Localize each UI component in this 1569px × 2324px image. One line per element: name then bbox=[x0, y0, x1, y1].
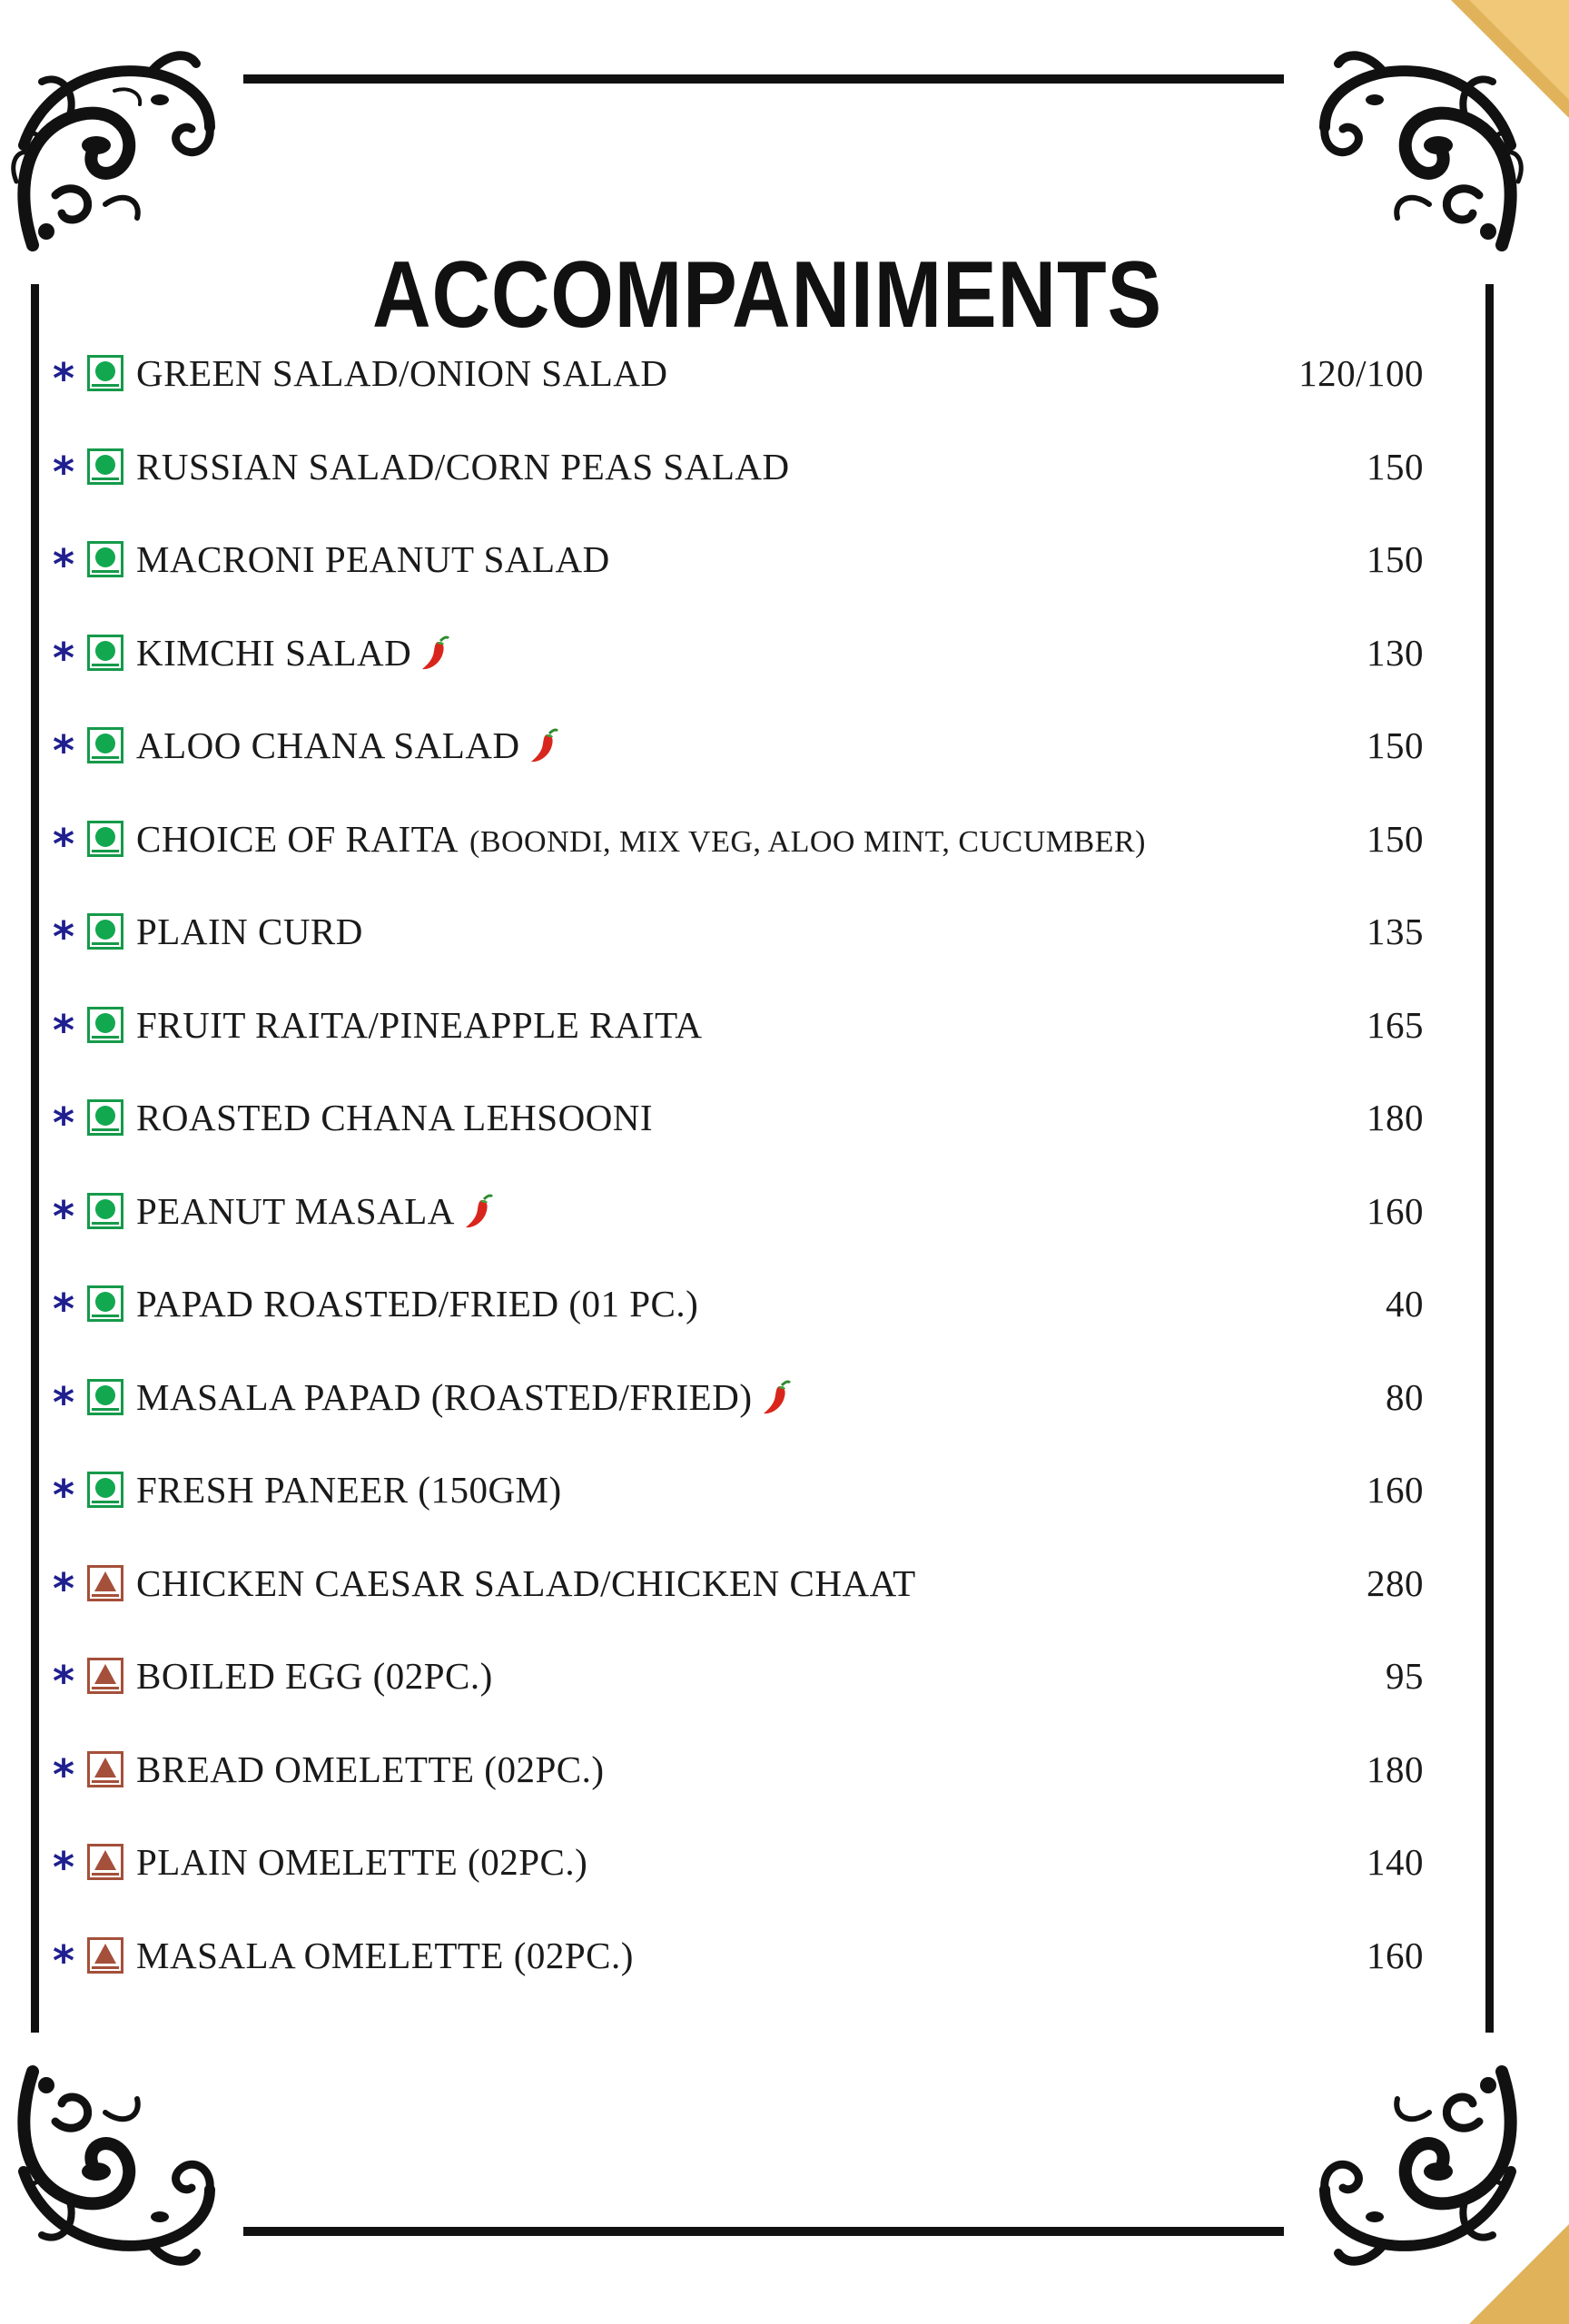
item-name-label: PLAIN OMELETTE (02PC.) bbox=[136, 1841, 588, 1884]
star-icon: * bbox=[53, 354, 75, 404]
menu-item bbox=[53, 606, 1424, 700]
item-name-label: RUSSIAN SALAD/CORN PEAS SALAD bbox=[136, 445, 790, 487]
non-veg-symbol-icon bbox=[87, 1751, 123, 1787]
item-name bbox=[136, 1003, 702, 1047]
item-price: 150 bbox=[1367, 538, 1424, 581]
item-price: 120/100 bbox=[1298, 352, 1424, 395]
menu-item bbox=[53, 513, 1424, 606]
chili-pepper-icon bbox=[526, 726, 560, 764]
item-name bbox=[136, 1282, 698, 1325]
item-price: 140 bbox=[1367, 1841, 1424, 1884]
star-icon: * bbox=[53, 726, 75, 776]
item-name bbox=[136, 1748, 605, 1791]
item-name bbox=[136, 351, 667, 395]
non-veg-symbol-icon bbox=[87, 1937, 123, 1974]
veg-symbol-icon bbox=[87, 727, 123, 763]
menu-item bbox=[53, 327, 1424, 420]
item-name-label: MACRONI PEANUT SALAD bbox=[136, 538, 610, 581]
veg-symbol-icon bbox=[87, 1193, 123, 1229]
item-name-label: MASALA PAPAD (ROASTED/FRIED) bbox=[136, 1375, 753, 1418]
item-price: 95 bbox=[1386, 1655, 1424, 1698]
veg-symbol-icon bbox=[87, 448, 123, 485]
item-name-label: GREEN SALAD/ONION SALAD bbox=[136, 352, 668, 395]
scroll-ornament-icon bbox=[5, 36, 223, 254]
menu-item bbox=[53, 699, 1424, 793]
star-icon: * bbox=[53, 1749, 75, 1799]
item-name bbox=[136, 910, 363, 953]
item-price: 150 bbox=[1367, 445, 1424, 487]
star-icon: * bbox=[53, 1563, 75, 1613]
veg-symbol-icon bbox=[87, 355, 123, 391]
menu-list bbox=[53, 327, 1424, 2002]
menu-item bbox=[53, 420, 1424, 514]
item-name bbox=[136, 1840, 587, 1884]
item-name-label: ROASTED CHANA LEHSOONI bbox=[136, 1097, 654, 1139]
item-price: 80 bbox=[1386, 1375, 1424, 1418]
item-name bbox=[136, 1096, 653, 1139]
item-name-label: BREAD OMELETTE (02PC.) bbox=[136, 1748, 605, 1790]
star-icon: * bbox=[53, 1377, 75, 1427]
item-name-label: KIMCHI SALAD bbox=[136, 631, 412, 674]
non-veg-symbol-icon bbox=[87, 1565, 123, 1601]
item-name-label: BOILED EGG (02PC.) bbox=[136, 1655, 493, 1698]
item-price: 165 bbox=[1367, 1003, 1424, 1046]
star-icon: * bbox=[53, 819, 75, 869]
item-name-label: MASALA OMELETTE (02PC.) bbox=[136, 1934, 634, 1976]
frame-bottom-line bbox=[243, 2227, 1284, 2236]
frame-top-line bbox=[243, 74, 1284, 84]
item-name-label: PAPAD ROASTED/FRIED (01 PC.) bbox=[136, 1283, 699, 1325]
star-icon: * bbox=[53, 1285, 75, 1334]
item-name bbox=[136, 537, 610, 581]
item-name bbox=[136, 1468, 562, 1512]
item-price: 180 bbox=[1367, 1097, 1424, 1139]
item-name-label: PEANUT MASALA bbox=[136, 1189, 455, 1232]
menu-item bbox=[53, 1537, 1424, 1630]
star-icon: * bbox=[53, 1657, 75, 1707]
item-name-label: CHICKEN CAESAR SALAD/CHICKEN CHAAT bbox=[136, 1561, 916, 1604]
item-price: 160 bbox=[1367, 1189, 1424, 1232]
menu-item bbox=[53, 793, 1424, 886]
item-price: 135 bbox=[1367, 911, 1424, 953]
non-veg-symbol-icon bbox=[87, 1658, 123, 1694]
item-name-label: PLAIN CURD bbox=[136, 911, 363, 953]
menu-item bbox=[53, 1816, 1424, 1909]
menu-item bbox=[53, 1909, 1424, 2003]
scroll-ornament-icon bbox=[1311, 2063, 1529, 2280]
item-name bbox=[136, 1561, 916, 1605]
star-icon: * bbox=[53, 1098, 75, 1148]
item-name bbox=[136, 1934, 634, 1977]
menu-item bbox=[53, 1630, 1424, 1723]
menu-item bbox=[53, 885, 1424, 979]
star-icon: * bbox=[53, 912, 75, 962]
veg-symbol-icon bbox=[87, 1472, 123, 1508]
item-name-label: CHOICE OF RAITA bbox=[136, 817, 459, 860]
item-price: 40 bbox=[1386, 1283, 1424, 1325]
chili-pepper-icon bbox=[460, 1192, 495, 1230]
item-name bbox=[136, 445, 790, 488]
veg-symbol-icon bbox=[87, 635, 123, 671]
chili-pepper-icon bbox=[758, 1378, 793, 1416]
veg-symbol-icon bbox=[87, 1007, 123, 1043]
star-icon: * bbox=[53, 1471, 75, 1521]
veg-symbol-icon bbox=[87, 1379, 123, 1415]
item-price: 180 bbox=[1367, 1748, 1424, 1790]
star-icon: * bbox=[53, 1005, 75, 1055]
item-price: 150 bbox=[1367, 724, 1424, 767]
frame-left-line bbox=[31, 284, 39, 2033]
item-name bbox=[136, 1654, 493, 1698]
scroll-ornament-icon bbox=[5, 2063, 223, 2280]
menu-item bbox=[53, 1723, 1424, 1817]
item-name bbox=[136, 817, 1146, 861]
menu-item bbox=[53, 1443, 1424, 1537]
star-icon: * bbox=[53, 1843, 75, 1893]
page-title: ACCOMPANIMENTS bbox=[372, 241, 1162, 348]
veg-symbol-icon bbox=[87, 913, 123, 950]
item-name bbox=[136, 724, 560, 767]
item-name bbox=[136, 631, 451, 675]
item-price: 160 bbox=[1367, 1934, 1424, 1976]
item-name bbox=[136, 1375, 793, 1419]
star-icon: * bbox=[53, 633, 75, 683]
frame-right-line bbox=[1485, 284, 1494, 2033]
item-price: 150 bbox=[1367, 817, 1424, 860]
scroll-ornament-icon bbox=[1311, 36, 1529, 254]
star-icon: * bbox=[53, 1935, 75, 1985]
item-note: (BOONDI, MIX VEG, ALOO MINT, CUCUMBER) bbox=[469, 824, 1146, 859]
chili-pepper-icon bbox=[417, 634, 451, 672]
menu-item bbox=[53, 1165, 1424, 1258]
menu-item bbox=[53, 1351, 1424, 1444]
item-name bbox=[136, 1189, 495, 1233]
veg-symbol-icon bbox=[87, 1285, 123, 1322]
menu-item bbox=[53, 979, 1424, 1072]
veg-symbol-icon bbox=[87, 541, 123, 577]
veg-symbol-icon bbox=[87, 1099, 123, 1136]
item-price: 280 bbox=[1367, 1561, 1424, 1604]
item-name-label: FRESH PANEER (150GM) bbox=[136, 1469, 562, 1512]
item-name-label: ALOO CHANA SALAD bbox=[136, 724, 520, 767]
star-icon: * bbox=[53, 447, 75, 497]
star-icon: * bbox=[53, 540, 75, 590]
menu-item bbox=[53, 1257, 1424, 1351]
star-icon: * bbox=[53, 1191, 75, 1241]
menu-item bbox=[53, 1071, 1424, 1165]
item-price: 160 bbox=[1367, 1469, 1424, 1512]
veg-symbol-icon bbox=[87, 821, 123, 857]
item-price: 130 bbox=[1367, 631, 1424, 674]
item-name-label: FRUIT RAITA/PINEAPPLE RAITA bbox=[136, 1003, 703, 1046]
non-veg-symbol-icon bbox=[87, 1844, 123, 1880]
